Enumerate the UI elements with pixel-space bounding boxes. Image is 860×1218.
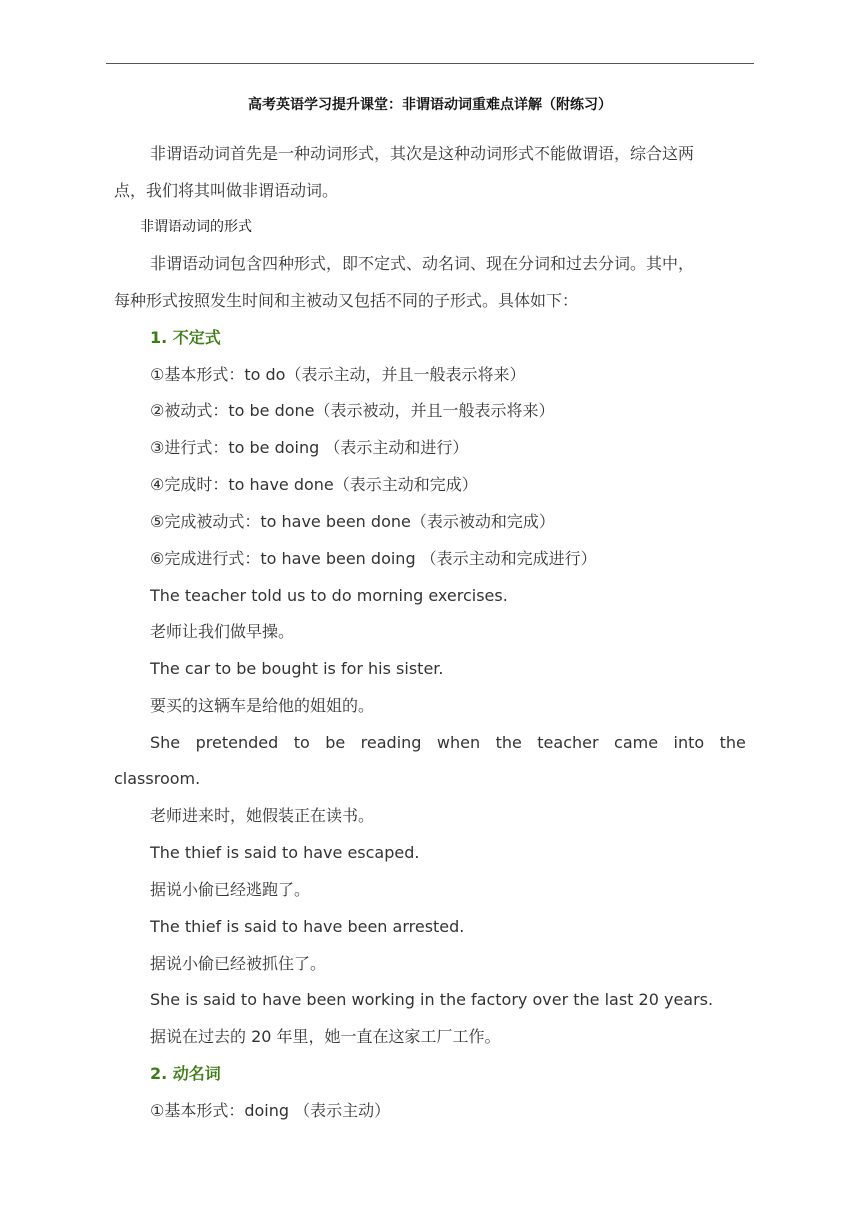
example-3-word: when [436, 733, 481, 752]
infinitive-heading: 1. 不定式 [150, 328, 221, 347]
section-heading: 非谓语动词的形式 [140, 219, 252, 235]
example-3-chinese: 老师进来时，她假装正在读书。 [150, 806, 375, 825]
example-6-chinese: 据说在过去的 20 年里，她一直在这家工厂工作。 [150, 1027, 501, 1046]
infinitive-form-2: ②被动式：to be done（表示被动，并且一般表示将来） [150, 401, 555, 420]
example-5-english: The thief is said to have been arrested. [150, 917, 465, 936]
infinitive-form-1: ①基本形式：to do（表示主动，并且一般表示将来） [150, 365, 526, 384]
document-title: 高考英语学习提升课堂：非谓语动词重难点详解（附练习） [248, 97, 612, 113]
example-1-chinese: 老师让我们做早操。 [150, 622, 295, 641]
example-4-chinese: 据说小偷已经逃跑了。 [150, 880, 311, 899]
example-2-chinese: 要买的这辆车是给他的姐姐的。 [150, 696, 375, 715]
example-3-word: the [719, 733, 746, 752]
example-6-english: She is said to have been working in the factory over the last 20 years. [150, 990, 714, 1009]
infinitive-form-5: ⑤完成被动式：to have been done（表示被动和完成） [150, 512, 555, 531]
example-3-word: She [150, 733, 181, 752]
example-1-english: The teacher told us to do morning exercises. [150, 586, 508, 605]
forms-para-line-1: 非谓语动词包含四种形式，即不定式、动名词、现在分词和过去分词。其中， [150, 254, 695, 273]
intro-line-1: 非谓语动词首先是一种动词形式，其次是这种动词形式不能做谓语，综合这两 [150, 144, 695, 163]
infinitive-form-3: ③进行式：to be doing （表示主动和进行） [150, 438, 469, 457]
header-rule [106, 63, 754, 64]
example-3-word: into [673, 733, 705, 752]
example-3-english-line-2: classroom. [114, 769, 201, 788]
example-3-word: came [614, 733, 659, 752]
example-3-word: to [293, 733, 310, 752]
example-5-chinese: 据说小偷已经被抓住了。 [150, 954, 327, 973]
example-3-word: reading [360, 733, 422, 752]
example-4-english: The thief is said to have escaped. [150, 843, 420, 862]
infinitive-form-6: ⑥完成进行式：to have been doing （表示主动和完成进行） [150, 549, 597, 568]
example-3-word: the [495, 733, 522, 752]
example-3-word: teacher [537, 733, 599, 752]
forms-para-line-2: 每种形式按照发生时间和主被动又包括不同的子形式。具体如下： [114, 291, 579, 310]
intro-line-2: 点，我们将其叫做非谓语动词。 [114, 181, 339, 200]
example-2-english: The car to be bought is for his sister. [150, 659, 444, 678]
gerund-form-1: ①基本形式：doing （表示主动） [150, 1101, 391, 1120]
gerund-heading: 2. 动名词 [150, 1064, 221, 1083]
example-3-word: be [325, 733, 346, 752]
example-3-english-line-1 [150, 732, 746, 754]
example-3-word: pretended [195, 733, 279, 752]
infinitive-form-4: ④完成时：to have done（表示主动和完成） [150, 475, 478, 494]
